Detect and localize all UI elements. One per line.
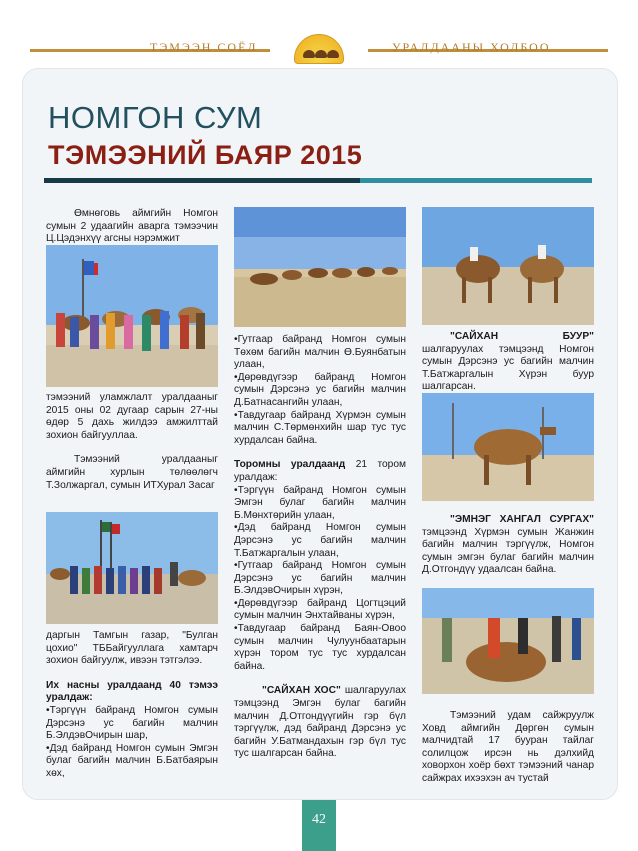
header-right-title: УРАЛДААНЫ ХОЛБОО: [392, 40, 551, 54]
best-bull-heading: "САЙХАН БУУР": [450, 331, 594, 342]
page-number: 42: [312, 812, 326, 827]
best-bull-text: шалгаруулах тэмцээнд Номгон сумын Дэрсэнэ ус багийн малчин Т.Батжаргалын Хүрэн буур шалгарсан.: [422, 343, 594, 393]
header-left-title: ТЭМЭЭН СОЁЛ: [150, 40, 258, 54]
title-rule-dark: [44, 178, 360, 183]
result-line: •Тавдугаар байранд Хүрмэн сумын малчин С.Төрмөнхийн шар тус тус хурдалсан байна.: [234, 409, 406, 446]
camel-silhouette-icon: [303, 50, 315, 58]
best-pair-text: шалгаруулах тэмцээнд Эмгэн булаг багийн малчин Д.Отгондүүгийн гэр бүл тэргүүлж, дэд байранд Дэрсэнэ ус багийн У.Батмандахын гэр бүл тус тус шалгарсан байна.: [234, 685, 406, 760]
result-line: •Тэргүүн байранд Номгон сумын Эмгэн булаг багийн малчин Б.Мөнхтөрийн улаан,: [234, 484, 406, 521]
column-1-top: [46, 208, 218, 258]
column-1-bottom: [46, 630, 218, 781]
photo-two-camels: [422, 207, 594, 325]
camel-silhouette-icon: [327, 50, 339, 58]
column-3-top: [422, 331, 594, 394]
article-title-line1: НОМГОН СУМ: [48, 100, 263, 135]
torom-race-heading-rest: 21 тором уралдаж:: [234, 459, 406, 483]
training-text: тэмцээнд Хүрмэн сумын Жанжин багийн малчин тэргүүлж, Номгон сумын эмгэн булаг багийн малчин Д.Отгондүү удаалсан байна.: [422, 526, 594, 576]
photo-camel-training: [422, 588, 594, 694]
column-3-middle: [422, 514, 594, 577]
intro-paragraph: Өмнөговь аймгийн Номгон сумын 2 удаагийн аварга тэмээчин Ц.Цэдэнхүү агсны нэрэмжит: [46, 208, 218, 245]
paragraph-date: тэмээний уламжлалт уралдааныг 2015 оны 02 дугаар сарын 27-ны өдөр 5 дахь жилдээ амжилттай зохион байгууллаа.: [46, 392, 218, 441]
result-line: •Гутгаар байранд Номгон сумын Дэрсэнэ ус багийн малчин Б.ЭлдэвОчирын хүрэн,: [234, 560, 406, 597]
torom-race-heading: Торомны уралдаанд: [234, 459, 346, 471]
result-line: •Дөрөвдүгээр байранд Цогтцэций сумын малчин Энхтайваны хүрэн,: [234, 597, 406, 622]
result-line: •Дэд байранд Номгон сумын Эмгэн булаг багийн малчин Б.Батбаярын хөх,: [46, 742, 218, 779]
column-2: [234, 334, 406, 761]
camel-silhouette-icon: [315, 50, 327, 58]
photo-flag-lineup: [46, 512, 218, 624]
paragraph-organizers: Тэмээний уралдааныг аймгийн хурлын төлөөлөгч Т.Золжаргал, сумын ИТХурал Засаг: [46, 454, 218, 491]
paragraph-sponsors: даргын Тамгын газар, "Булган цохио" ТББайгууллага хамтарч зохион байгуулж, ивээн тэтгэлээ.: [46, 630, 218, 667]
photo-single-camel: [422, 393, 594, 501]
result-line: •Тавдугаар байранд Баян-Овоо сумын малчин Чулуунбаатарын хүрэн тором тус тус хурдалсан байна.: [234, 623, 406, 672]
article-title-line2: ТЭМЭЭНИЙ БАЯР 2015: [48, 140, 363, 170]
title-rule-teal: [360, 178, 592, 183]
big-race-heading: Их насны уралдаанд 40 тэмээ уралдаж:: [46, 679, 218, 704]
photo-ceremony-group: [46, 245, 218, 387]
result-line: •Дэд байранд Номгон сумын Дэрсэнэ ус багийн малчин Т.Батжаргалын улаан,: [234, 522, 406, 559]
training-heading: "ЭМНЭГ ХАНГАЛ СУРГАХ": [450, 514, 594, 525]
column-3-bottom: [422, 710, 594, 798]
best-pair-heading: "САЙХАН ХОС": [262, 685, 341, 697]
result-line: •Дөрөвдүгээр байранд Номгон сумын Дэрсэнэ ус багийн малчин Д.Батнасангийн улаан,: [234, 371, 406, 408]
column-1-middle: [46, 392, 218, 504]
photo-camel-race: [234, 207, 406, 327]
result-line: •Гутгаар байранд Номгон сумын Төхөм багийн малчин Ө.Буянбатын улаан,: [234, 334, 406, 371]
breeding-paragraph: Тэмээний удам сайжруулж Ховд аймгийн Дөргөн сумын малчидтай 17 буурaн тайлаг солилцож ирсэн нь дэлхийд ховорхон хоёр бөхт тэмээний чанар сайжрах ихээхэн ач тустай: [422, 710, 594, 784]
result-line: •Тэргүүн байранд Номгон сумын Дэрсэнэ ус багийн малчин Б.ЭлдэвОчирын шар,: [46, 704, 218, 742]
